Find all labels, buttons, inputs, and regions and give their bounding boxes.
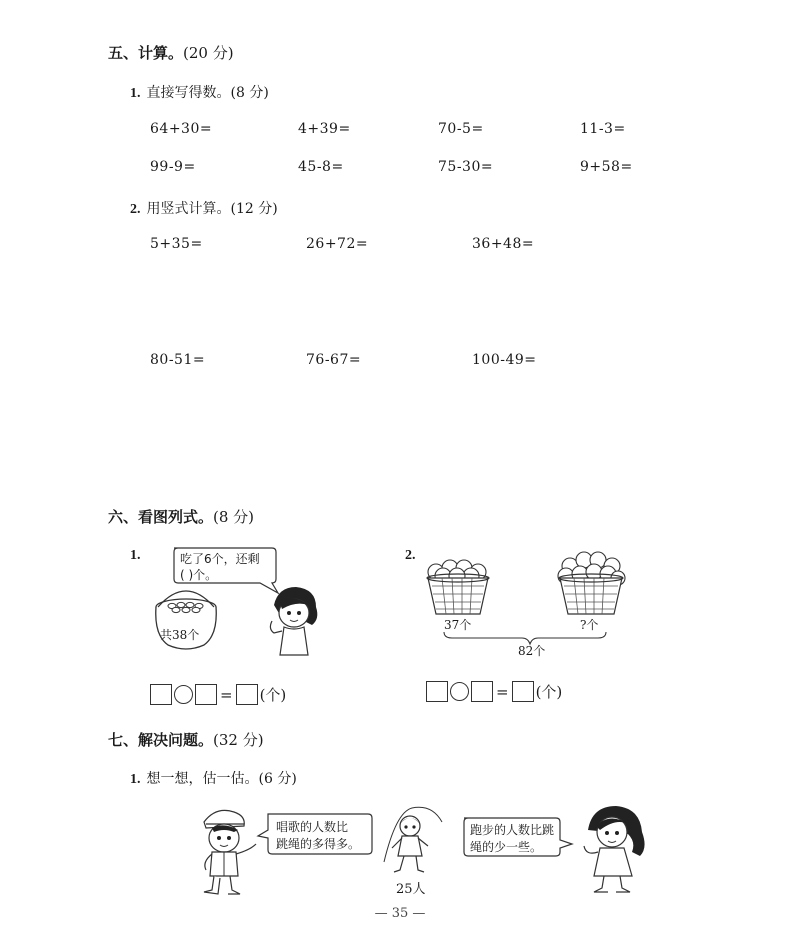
operator-circle[interactable] bbox=[450, 682, 469, 701]
expression: 45-8= bbox=[298, 159, 344, 175]
section-5-heading bbox=[108, 42, 234, 63]
answer-box[interactable] bbox=[471, 681, 493, 702]
speech-bubble-line: 吃了6个，还剩 bbox=[180, 552, 260, 566]
question-title: 想一想，估一估。(6 分) bbox=[146, 771, 297, 787]
question-title: 直接写得数。(8 分) bbox=[146, 85, 269, 101]
page-number: — 35 — bbox=[374, 906, 426, 921]
question-number: 2. bbox=[405, 548, 416, 563]
question-number: 2. bbox=[130, 202, 141, 217]
expression: 26+72= bbox=[306, 236, 369, 252]
question-number: 1. bbox=[130, 548, 141, 563]
section-7-heading bbox=[108, 729, 264, 750]
total-label: 82个 bbox=[518, 644, 546, 658]
answer-box[interactable] bbox=[236, 684, 258, 705]
answer-equation-2 bbox=[426, 681, 562, 702]
expression: 4+39= bbox=[298, 121, 351, 137]
equals-sign: = bbox=[220, 685, 233, 704]
answer-box[interactable] bbox=[512, 681, 534, 702]
question-title: 用竖式计算。(12 分) bbox=[146, 201, 278, 217]
question-5-2-heading bbox=[130, 198, 278, 218]
unit-label: (个) bbox=[259, 686, 287, 704]
question-number: 1. bbox=[130, 86, 141, 101]
question-5-1-heading bbox=[130, 82, 269, 102]
section-6-score: (8 分) bbox=[213, 508, 255, 526]
section-5-score: (20 分) bbox=[183, 44, 234, 62]
children-illustration bbox=[196, 802, 652, 898]
expression: 64+30= bbox=[150, 121, 213, 137]
question-number: 1. bbox=[130, 772, 141, 787]
expression: 9+58= bbox=[580, 159, 633, 175]
expression: 99-9= bbox=[150, 159, 196, 175]
operator-circle[interactable] bbox=[174, 685, 193, 704]
expression: 70-5= bbox=[438, 121, 484, 137]
expression: 5+35= bbox=[150, 236, 203, 252]
speech-bubble-line: 唱歌的人数比 bbox=[276, 820, 349, 834]
speech-bubble-line: 跳绳的多得多。 bbox=[276, 837, 361, 851]
section-7-title: 七、解决问题。 bbox=[108, 731, 214, 749]
expression: 100-49= bbox=[472, 352, 537, 368]
middle-count-label: 25人 bbox=[396, 882, 426, 897]
expression: 11-3= bbox=[580, 121, 626, 137]
question-7-1-heading bbox=[130, 768, 297, 788]
answer-equation-1 bbox=[150, 684, 286, 705]
section-7-score: (32 分) bbox=[213, 731, 264, 749]
expression: 75-30= bbox=[438, 159, 494, 175]
answer-box[interactable] bbox=[426, 681, 448, 702]
apple-baskets-illustration bbox=[418, 548, 638, 660]
answer-box[interactable] bbox=[195, 684, 217, 705]
answer-box[interactable] bbox=[150, 684, 172, 705]
unit-label: (个) bbox=[535, 683, 563, 701]
expression: 36+48= bbox=[472, 236, 535, 252]
section-6-title: 六、看图列式。 bbox=[108, 508, 214, 526]
basket-girl-illustration bbox=[148, 545, 326, 657]
expression: 80-51= bbox=[150, 352, 206, 368]
equals-sign: = bbox=[496, 682, 509, 701]
basket-label: 共38个 bbox=[160, 628, 200, 642]
speech-bubble-line: 绳的少一些。 bbox=[470, 840, 543, 854]
section-5-title: 五、计算。 bbox=[108, 44, 184, 62]
right-basket-label: ?个 bbox=[580, 618, 599, 632]
speech-bubble-line: 跑步的人数比跳 bbox=[470, 823, 555, 837]
section-6-heading bbox=[108, 506, 254, 527]
expression: 76-67= bbox=[306, 352, 362, 368]
speech-bubble-line: ( )个。 bbox=[180, 568, 218, 582]
left-basket-label: 37个 bbox=[444, 618, 472, 632]
